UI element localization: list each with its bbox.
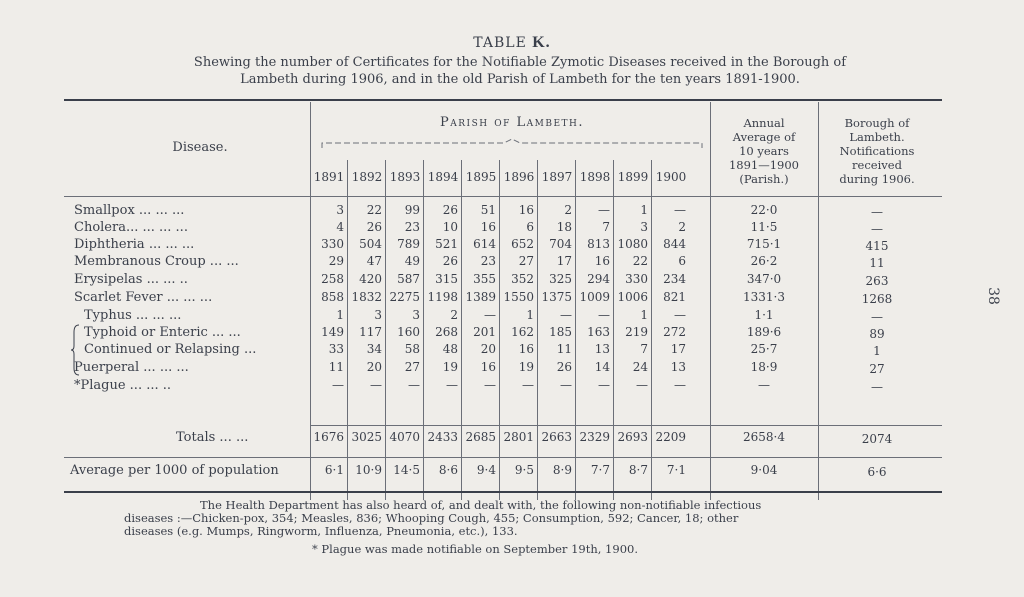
header-annual: [714, 116, 814, 186]
disease-row-label: Typhus ... ... ...: [84, 308, 182, 323]
header-annual-line: 10 years: [739, 144, 789, 158]
year-value: 11: [328, 360, 344, 374]
year-value: —: [598, 308, 610, 322]
year-value: 1009: [579, 290, 610, 304]
year-value: 652: [511, 237, 534, 251]
year-value: 162: [511, 325, 534, 339]
annual-average-value: 26·2: [750, 254, 778, 268]
average-label: Average per 1000 of population: [70, 463, 279, 478]
header-annual-line: 1891—1900: [728, 158, 800, 172]
year-value: 258: [321, 272, 344, 286]
year-value: 3: [412, 308, 420, 322]
header-annual-line: Average of: [732, 130, 796, 144]
borough-value: 1268: [861, 292, 893, 306]
year-value: —: [408, 378, 420, 392]
year-value: 11: [556, 342, 572, 356]
annual-average-value: 18·9: [750, 360, 778, 374]
footnote-line-1: The Health Department has also heard of, and dealt with, the following non-notifiable infectious: [200, 498, 762, 512]
annual-average-value: 1·1: [754, 308, 774, 322]
year-value: 4070: [389, 430, 420, 444]
table-title: [0, 34, 1024, 52]
page-number: 38: [985, 287, 1002, 305]
year-value: —: [560, 378, 572, 392]
year-value: 1832: [351, 290, 382, 304]
footnote-line-4: * Plague was made notifiable on September 19th, 1900.: [312, 542, 638, 556]
year-value: 19: [442, 360, 458, 374]
year-value: 2329: [579, 430, 610, 444]
year-value: 1: [526, 308, 534, 322]
year-header: 1893: [389, 170, 421, 184]
year-value: 2: [678, 220, 686, 234]
footnote-line-2: diseases :—Chicken-pox, 354; Measles, 836; Whooping Cough, 455; Consumption, 592; Cancer, 18; other: [124, 511, 739, 525]
annual-average-value: 9·04: [750, 463, 778, 477]
year-value: 1006: [617, 290, 648, 304]
annual-average-value: —: [758, 378, 770, 392]
year-value: 19: [518, 360, 534, 374]
year-value: 149: [321, 325, 344, 339]
year-value: 858: [321, 290, 344, 304]
borough-value: —: [871, 380, 883, 394]
year-value: 22: [366, 203, 382, 217]
year-value: 34: [366, 342, 382, 356]
year-value: —: [674, 378, 686, 392]
year-value: —: [560, 308, 572, 322]
year-value: 16: [518, 203, 534, 217]
year-value: 294: [587, 272, 610, 286]
disease-row-label: Typhoid or Enteric ... ...: [84, 325, 241, 340]
year-value: —: [636, 378, 648, 392]
year-value: —: [484, 308, 496, 322]
annual-average-value: 347·0: [746, 272, 782, 286]
year-value: 9·4: [476, 463, 496, 477]
table-subtitle: [80, 54, 960, 88]
year-header: 1897: [541, 170, 573, 184]
year-value: 23: [480, 254, 496, 268]
year-value: 16: [480, 360, 496, 374]
year-value: 219: [625, 325, 648, 339]
header-parish: Parish of Lambeth.: [440, 115, 584, 130]
year-value: 2693: [617, 430, 648, 444]
year-value: —: [598, 378, 610, 392]
year-value: 6·1: [324, 463, 344, 477]
annual-average-value: 715·1: [746, 237, 782, 251]
year-value: 2209: [655, 430, 686, 444]
year-value: 1198: [427, 290, 458, 304]
annual-average-value: 2658·4: [743, 430, 785, 444]
borough-value: 263: [865, 274, 889, 288]
plague-footnote: [312, 543, 1024, 556]
year-value: 27: [518, 254, 534, 268]
year-value: 1389: [465, 290, 496, 304]
year-value: —: [674, 203, 686, 217]
year-value: 2801: [503, 430, 534, 444]
year-value: 47: [366, 254, 382, 268]
year-value: 704: [549, 237, 572, 251]
year-value: 352: [511, 272, 534, 286]
year-value: 7: [640, 342, 648, 356]
year-value: 7·7: [590, 463, 610, 477]
year-value: 163: [587, 325, 610, 339]
year-value: 10·9: [355, 463, 382, 477]
top-rule: [64, 99, 942, 101]
year-value: 1550: [503, 290, 534, 304]
year-value: 1: [640, 308, 648, 322]
year-value: 325: [549, 272, 572, 286]
year-value: 20: [366, 360, 382, 374]
year-header: 1899: [617, 170, 649, 184]
year-value: 821: [663, 290, 686, 304]
year-value: 16: [594, 254, 610, 268]
year-value: 26: [442, 203, 458, 217]
footnote-line-3: diseases (e.g. Mumps, Ringworm, Influenza, Pneumonia, etc.), 133.: [124, 524, 518, 538]
annual-average-value: 25·7: [750, 342, 778, 356]
column-divider: [818, 102, 819, 500]
year-value: 29: [328, 254, 344, 268]
year-header: 1898: [579, 170, 611, 184]
header-annual-line: Annual: [743, 116, 785, 130]
year-value: 51: [480, 203, 496, 217]
year-value: 272: [663, 325, 686, 339]
borough-value: —: [871, 205, 883, 219]
year-value: 2433: [427, 430, 458, 444]
footnote-continuation: [124, 512, 904, 538]
year-value: —: [522, 378, 534, 392]
year-value: 614: [473, 237, 496, 251]
year-value: 160: [397, 325, 420, 339]
year-value: —: [484, 378, 496, 392]
year-header: 1896: [503, 170, 535, 184]
year-value: 22: [632, 254, 648, 268]
year-header: 1891: [313, 170, 345, 184]
year-value: 268: [435, 325, 458, 339]
disease-row-label: Continued or Relapsing ...: [84, 342, 257, 357]
year-value: —: [370, 378, 382, 392]
disease-row-label: *Plague ... ... ..: [74, 378, 171, 393]
year-value: 17: [556, 254, 572, 268]
year-value: 58: [404, 342, 420, 356]
subtitle-line-1: Shewing the number of Certificates for the Notifiable Zymotic Diseases received in the Borough of: [193, 55, 847, 70]
annual-average-value: 189·6: [746, 325, 782, 339]
year-value: 1: [640, 203, 648, 217]
year-value: 2: [450, 308, 458, 322]
year-value: 8·7: [628, 463, 648, 477]
year-value: 587: [397, 272, 420, 286]
year-header: 1900: [655, 170, 687, 184]
year-value: 844: [663, 237, 686, 251]
annual-average-value: 22·0: [750, 203, 778, 217]
bottom-rule: [64, 491, 942, 493]
year-value: 13: [594, 342, 610, 356]
borough-value: —: [871, 222, 883, 236]
borough-value: 1: [873, 344, 881, 358]
disease-row-label: Erysipelas ... ... ..: [74, 272, 188, 287]
year-value: 20: [480, 342, 496, 356]
header-borough-line: during 1906.: [839, 172, 915, 186]
year-value: 201: [473, 325, 496, 339]
borough-value: 6·6: [867, 465, 887, 479]
year-value: 99: [404, 203, 420, 217]
year-value: 9·5: [514, 463, 534, 477]
disease-row-label: Puerperal ... ... ...: [74, 360, 189, 375]
borough-value: 89: [869, 327, 885, 341]
year-value: 420: [359, 272, 382, 286]
year-header: 1892: [351, 170, 383, 184]
year-value: 330: [321, 237, 344, 251]
year-value: 8·9: [552, 463, 572, 477]
totals-rule: [310, 425, 942, 426]
borough-value: 27: [869, 362, 885, 376]
disease-row-label: Membranous Croup ... ...: [74, 254, 239, 269]
year-value: 17: [670, 342, 686, 356]
year-value: 3: [336, 203, 344, 217]
year-value: 7: [602, 220, 610, 234]
year-value: 13: [670, 360, 686, 374]
year-value: 16: [518, 342, 534, 356]
year-value: 3025: [351, 430, 382, 444]
borough-value: 11: [869, 256, 885, 270]
year-value: 10: [442, 220, 458, 234]
year-value: 2: [564, 203, 572, 217]
year-value: 3: [374, 308, 382, 322]
year-value: 330: [625, 272, 648, 286]
year-value: 1: [336, 308, 344, 322]
year-value: 27: [404, 360, 420, 374]
year-value: —: [332, 378, 344, 392]
year-value: 2663: [541, 430, 572, 444]
year-value: 23: [404, 220, 420, 234]
year-value: 521: [435, 237, 458, 251]
year-value: 4: [336, 220, 344, 234]
column-divider: [710, 102, 711, 500]
year-value: 48: [442, 342, 458, 356]
year-value: 185: [549, 325, 572, 339]
annual-average-value: 1331·3: [743, 290, 785, 304]
year-value: 14: [594, 360, 610, 374]
year-value: 6: [678, 254, 686, 268]
year-value: 26: [442, 254, 458, 268]
year-value: 117: [359, 325, 382, 339]
fever-group-brace: [70, 324, 80, 376]
year-value: 355: [473, 272, 496, 286]
year-value: 2275: [389, 290, 420, 304]
year-value: —: [674, 308, 686, 322]
header-borough-line: Lambeth.: [849, 130, 905, 144]
header-borough: [822, 116, 932, 186]
year-value: —: [446, 378, 458, 392]
year-value: 16: [480, 220, 496, 234]
year-value: 1080: [617, 237, 648, 251]
header-borough-line: Borough of: [844, 116, 910, 130]
year-header: 1895: [465, 170, 497, 184]
year-value: 234: [663, 272, 686, 286]
year-value: 3: [640, 220, 648, 234]
year-value: 49: [404, 254, 420, 268]
header-borough-line: received: [852, 158, 902, 172]
disease-row-label: Diphtheria ... ... ...: [74, 237, 195, 252]
year-value: 789: [397, 237, 420, 251]
totals-label: Totals ... ...: [176, 430, 249, 445]
year-value: 18: [556, 220, 572, 234]
header-disease: Disease.: [172, 140, 228, 155]
header-annual-line: (Parish.): [739, 172, 789, 186]
year-value: 26: [366, 220, 382, 234]
year-value: 315: [435, 272, 458, 286]
header-borough-line: Notifications: [839, 144, 915, 158]
year-value: 24: [632, 360, 648, 374]
year-value: 33: [328, 342, 344, 356]
disease-row-label: Cholera... ... ... ...: [74, 220, 188, 235]
year-value: 813: [587, 237, 610, 251]
year-value: 14·5: [393, 463, 420, 477]
subtitle-line-2: Lambeth during 1906, and in the old Parish of Lambeth for the ten years 1891-1900.: [240, 72, 800, 87]
borough-value: —: [871, 310, 883, 324]
year-value: 504: [359, 237, 382, 251]
year-value: 1375: [541, 290, 572, 304]
header-rule: [64, 196, 942, 197]
table-title-prefix: TABLE: [473, 35, 533, 51]
average-rule: [64, 457, 942, 458]
year-value: —: [598, 203, 610, 217]
table-title-letter: K.: [532, 34, 551, 51]
annual-average-value: 11·5: [750, 220, 778, 234]
year-value: 2685: [465, 430, 496, 444]
disease-row-label: Smallpox ... ... ...: [74, 203, 185, 218]
year-value: 26: [556, 360, 572, 374]
year-value: 7·1: [666, 463, 686, 477]
borough-value: 415: [865, 239, 889, 253]
year-header: 1894: [427, 170, 459, 184]
year-value: 6: [526, 220, 534, 234]
disease-row-label: Scarlet Fever ... ... ...: [74, 290, 213, 305]
year-value: 1676: [313, 430, 344, 444]
parish-brace: [318, 139, 706, 149]
borough-value: 2074: [861, 432, 893, 446]
year-value: 8·6: [438, 463, 458, 477]
